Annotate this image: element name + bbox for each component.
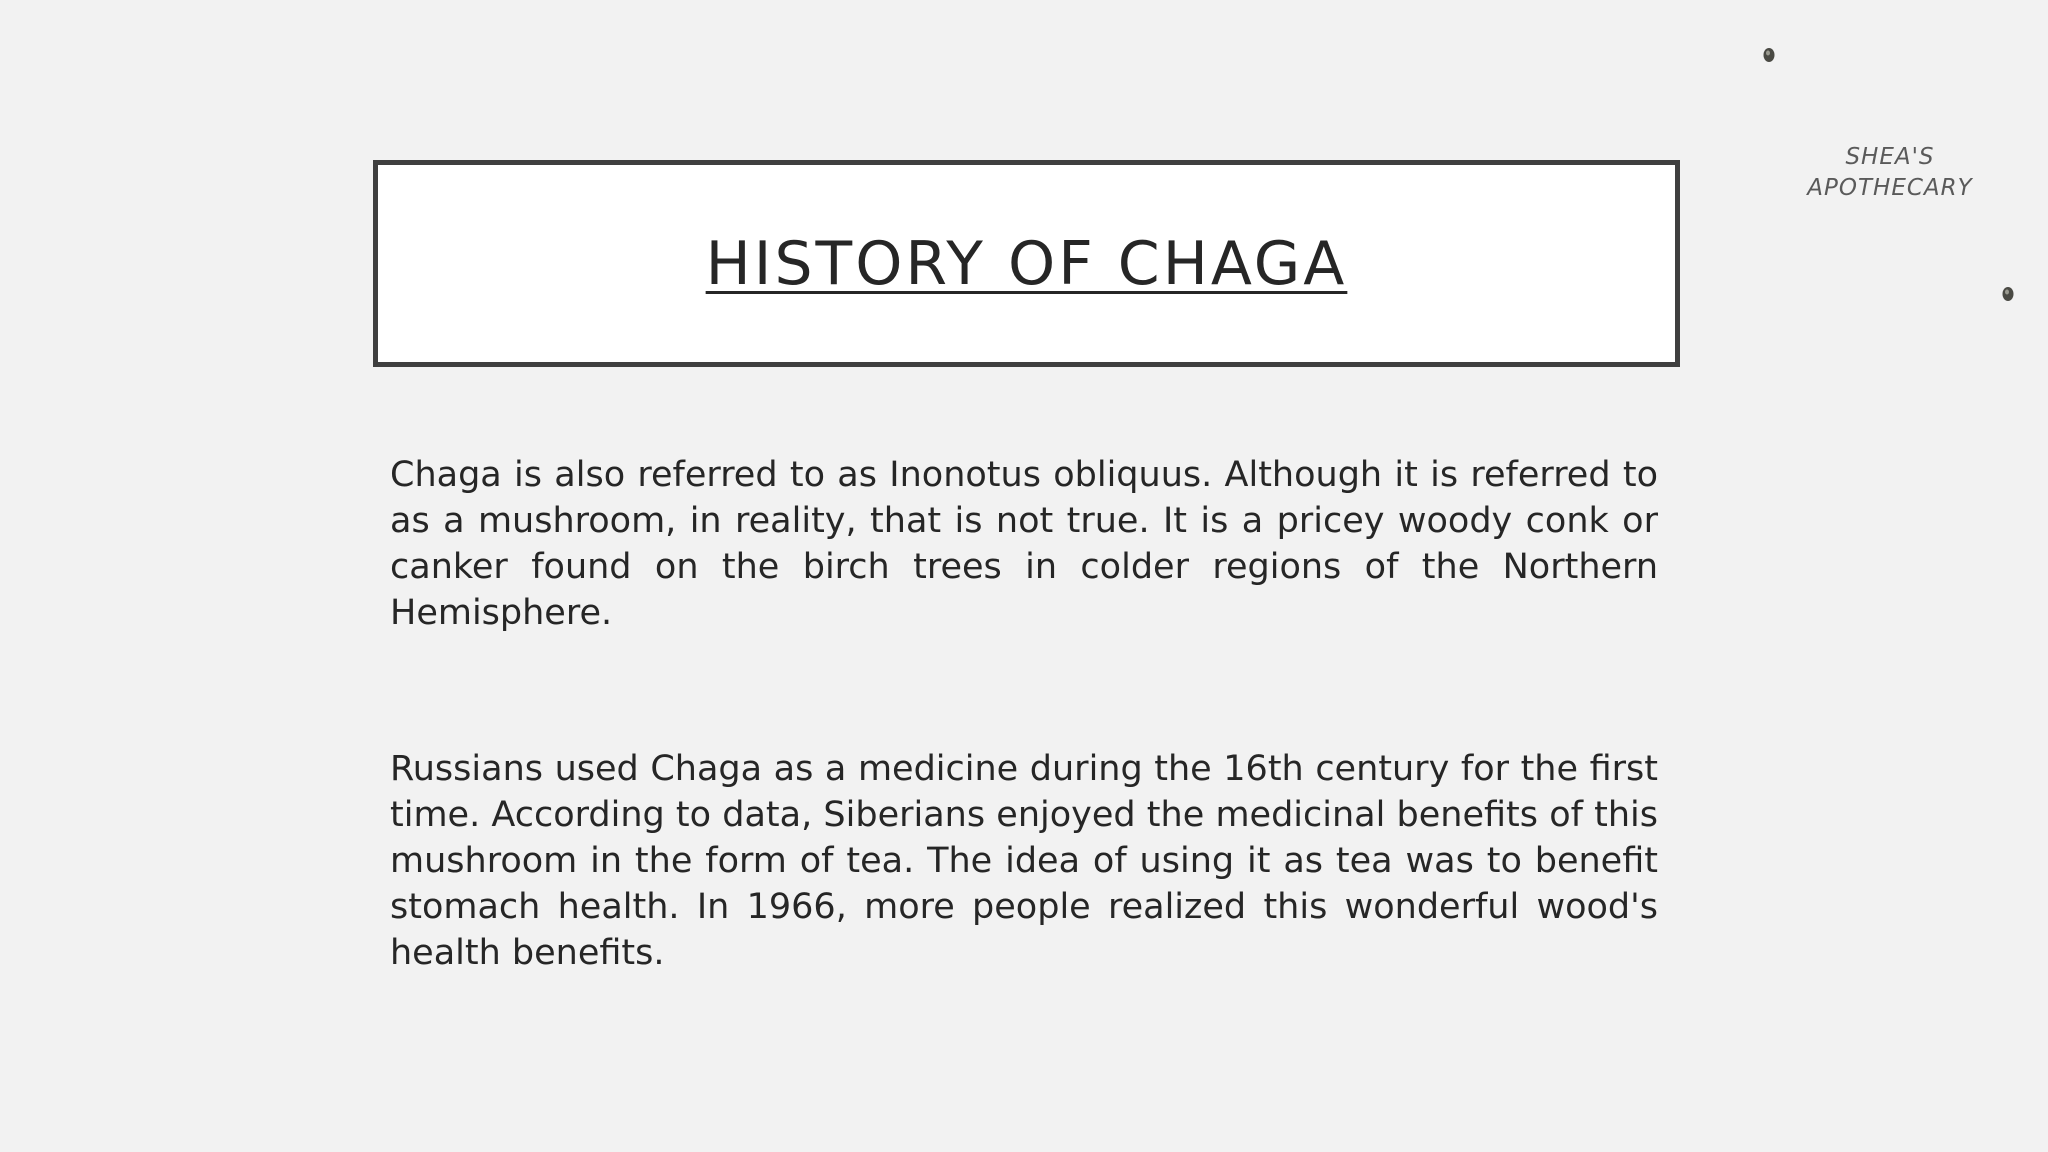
body-paragraph-2: Russians used Chaga as a medicine during the 16th century for the first time. According to data, Siberians enjoyed the medicinal benefits of this mushroom in the form of tea. The idea of using it as tea was to benefit stomach health. In 1966, more people realized this wonderful wood's health benefits. [390, 749, 1658, 973]
logo-line-1: SHEA'S [1845, 144, 1935, 170]
title-box [373, 160, 1680, 367]
logo-wordmark [1780, 142, 2000, 204]
logo-line-2: APOTHECARY [1807, 175, 1973, 201]
slide-title: HISTORY OF CHAGA [705, 228, 1348, 299]
body-paragraph-1: Chaga is also referred to as Inonotus obliquus. Although it is referred to as a mushroom, in reality, that is not true. It is a pricey woody conk or canker found on the birch trees in colder regions of the Northern Hemisphere. [390, 455, 1658, 633]
